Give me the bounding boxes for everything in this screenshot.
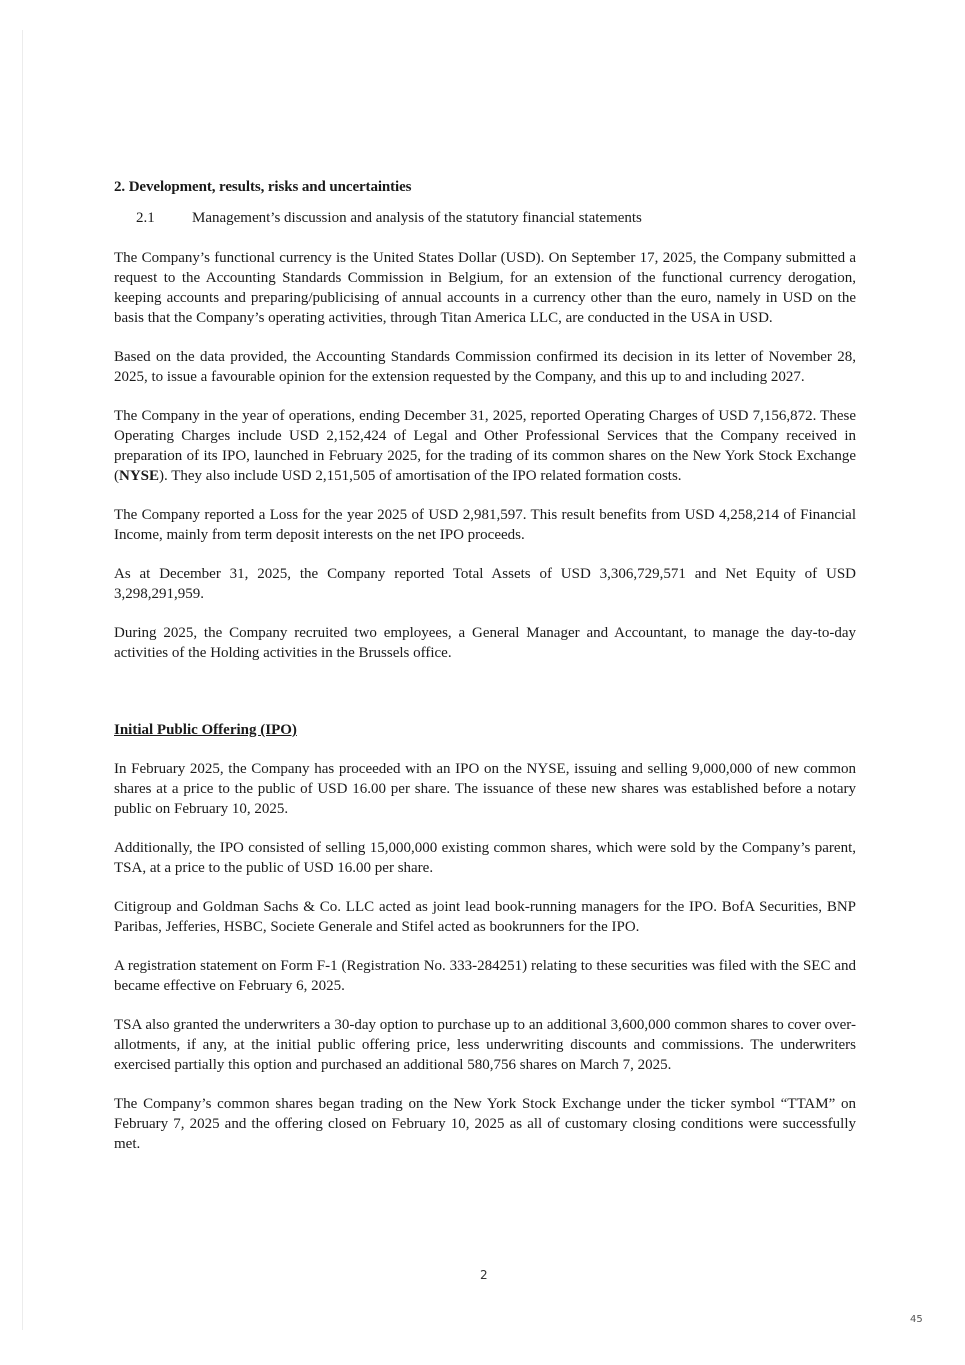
- page-number: 2: [480, 1268, 488, 1282]
- section-heading: 2. Development, results, risks and uncertainties: [114, 179, 412, 195]
- paragraph-ipo-new-shares: In February 2025, the Company has proceeded with an IPO on the NYSE, issuing and selling 9,000,000 of new common shares at a price to the public of USD 16.00 per share. The issuance of these new shares was established before a notary public on February 10, 2025.: [114, 761, 856, 817]
- paragraph-ipo-bookrunners: Citigroup and Goldman Sachs & Co. LLC acted as joint lead book-running managers for the IPO. BofA Securities, BNP Paribas, Jefferies, HSBC, Societe Generale and Stifel acted as bookrunners for the IPO.: [114, 899, 856, 935]
- paragraph-loss: The Company reported a Loss for the year 2025 of USD 2,981,597. This result benefits from USD 4,258,214 of Financial Income, mainly from term deposit interests on the net IPO proceeds.: [114, 507, 856, 543]
- paragraph-commission-decision: Based on the data provided, the Accounting Standards Commission confirmed its decision in its letter of November 28, 2025, to issue a favourable opinion for the extension requested by the Company, and this up to and including 2027.: [114, 349, 856, 385]
- ipo-heading: Initial Public Offering (IPO): [114, 722, 297, 738]
- subsection-title: Management’s discussion and analysis of the statutory financial statements: [192, 210, 642, 226]
- paragraph-ipo-trading: The Company’s common shares began trading on the New York Stock Exchange under the ticker symbol “TTAM” on February 7, 2025 and the offering closed on February 10, 2025 as all of customary closing conditions were successfully met.: [114, 1096, 856, 1152]
- operating-charges-text-1: The Company in the year of operations, ending December 31, 2025, reported Operating Charges of USD 7,156,872. These Operating Charges include USD 2,152,424 of Legal and Other Professional Services that the Company received in preparation of its IPO, launched in February 2025, for the trading of its common shares on the New York Stock Exchange (: [114, 408, 856, 484]
- operating-charges-text-2: ). They also include USD 2,151,505 of amortisation of the IPO related formation costs.: [159, 468, 682, 484]
- paragraph-operating-charges: [114, 406, 856, 486]
- subsection-number: 2.1: [136, 210, 155, 226]
- paragraph-functional-currency: The Company’s functional currency is the United States Dollar (USD). On September 17, 2025, the Company submitted a request to the Accounting Standards Commission in Belgium, for an extension of the functional currency derogation, keeping accounts and preparing/publicising of annual accounts in a currency other than the euro, namely in USD on the basis that the Company’s operating activities, through Titan America LLC, are conducted in the USA in USD.: [114, 250, 856, 326]
- paragraph-total-assets: As at December 31, 2025, the Company reported Total Assets of USD 3,306,729,571 and Net Equity of USD 3,298,291,959.: [114, 566, 856, 602]
- paragraph-ipo-existing-shares: Additionally, the IPO consisted of selling 15,000,000 existing common shares, which were sold by the Company’s parent, TSA, at a price to the public of USD 16.00 per share.: [114, 840, 856, 876]
- page-edge-shadow: [22, 30, 23, 1330]
- subsection-heading: [136, 208, 856, 228]
- paragraph-employees: During 2025, the Company recruited two employees, a General Manager and Accountant, to manage the day-to-day activities of the Holding activities in the Brussels office.: [114, 625, 856, 661]
- paragraph-ipo-registration: A registration statement on Form F-1 (Registration No. 333-284251) relating to these securities was filed with the SEC and became effective on February 6, 2025.: [114, 958, 856, 994]
- document-body: [114, 176, 856, 1154]
- sheet-number: 45: [910, 1314, 923, 1325]
- paragraph-ipo-overallotment: TSA also granted the underwriters a 30-day option to purchase up to an additional 3,600,000 common shares to cover over-allotments, if any, at the initial public offering price, less underwriting discounts and commissions. The underwriters exercised partially this option and purchased an additional 580,756 shares on March 7, 2025.: [114, 1017, 856, 1073]
- nyse-abbreviation: NYSE: [119, 468, 160, 484]
